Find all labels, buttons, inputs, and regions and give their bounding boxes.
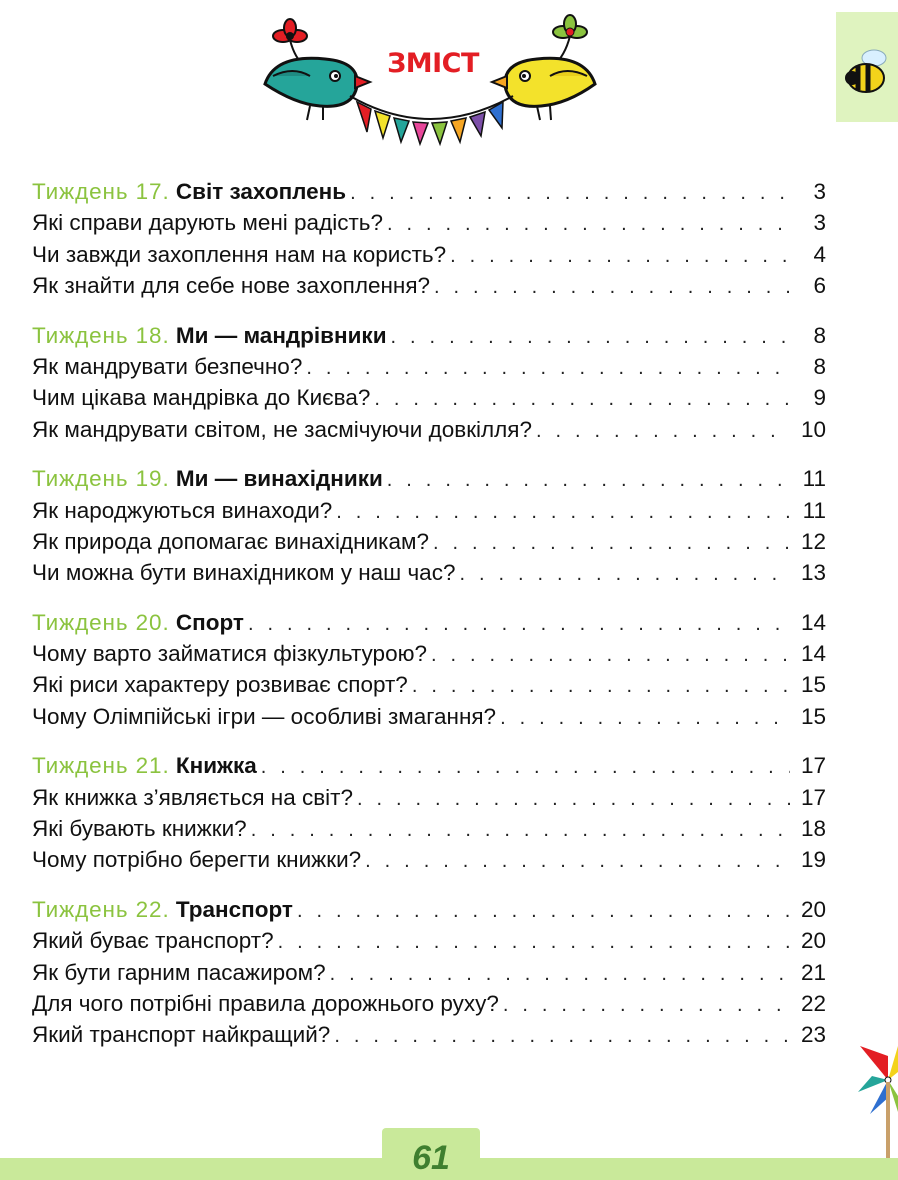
toc-week-heading-row[interactable] [32, 320, 826, 351]
page-ref: 8 [813, 322, 826, 348]
toc-entry[interactable] [32, 844, 826, 875]
toc-week-heading-row[interactable] [32, 607, 826, 638]
week-title: Ми — винахідники [175, 466, 383, 492]
week-label: Тиждень 17. [32, 179, 170, 204]
entry-title: Який транспорт найкращий? [32, 1022, 331, 1048]
dot-leader [278, 927, 790, 958]
toc-week-heading-row[interactable] [32, 750, 826, 781]
toc-section [32, 176, 826, 302]
dot-leader [431, 640, 790, 671]
toc-entry[interactable] [32, 925, 826, 956]
dot-leader [500, 703, 790, 734]
dot-leader [412, 671, 790, 702]
dot-leader [336, 497, 790, 528]
toc-entry[interactable] [32, 270, 826, 301]
dot-leader [330, 959, 790, 990]
toc-entry[interactable] [32, 526, 826, 557]
page-ref: 11 [802, 466, 826, 492]
page-ref: 11 [802, 497, 826, 523]
toc-entry[interactable] [32, 207, 826, 238]
entry-title: Чи завжди захоплення нам на користь? [32, 241, 447, 267]
table-of-contents [32, 176, 826, 1069]
page-ref: 3 [813, 179, 826, 204]
toc-section [32, 320, 826, 446]
entry-title: Які бувають книжки? [32, 816, 247, 842]
page-ref: 18 [800, 816, 826, 842]
left-bird-icon [265, 58, 370, 120]
dot-leader [387, 209, 790, 240]
page-title: ЗМІСТ [387, 48, 479, 79]
dot-leader [365, 846, 790, 877]
week-title: Ми — мандрівники [175, 322, 387, 348]
bunting-flags-icon [357, 102, 503, 144]
bee-icon [836, 12, 898, 122]
dot-leader [536, 416, 790, 447]
dot-leader [434, 272, 790, 303]
week-label: Тиждень 22. [32, 896, 170, 922]
toc-entry[interactable] [32, 638, 826, 669]
page-ref: 23 [800, 1022, 826, 1048]
page-ref: 20 [800, 928, 826, 954]
page-ref: 15 [800, 703, 826, 729]
toc-entry[interactable] [32, 813, 826, 844]
toc-entry[interactable] [32, 782, 826, 813]
dot-leader [387, 465, 790, 496]
page-ref: 14 [800, 641, 826, 667]
toc-entry[interactable] [32, 557, 826, 588]
dot-leader [503, 990, 790, 1021]
page-ref: 6 [813, 273, 826, 299]
week-label: Тиждень 21. [32, 753, 170, 779]
week-label: Тиждень 20. [32, 609, 170, 635]
dot-leader [374, 384, 790, 415]
page-ref: 10 [800, 416, 826, 442]
page-ref: 17 [800, 784, 826, 810]
entry-title: Як природа допомагає винахідникам? [32, 528, 429, 554]
page-ref: 8 [813, 353, 826, 379]
page-ref: 17 [800, 753, 826, 779]
dot-leader [357, 784, 790, 815]
entry-title: Які риси характеру розвиває спорт? [32, 672, 408, 698]
dot-leader [251, 815, 790, 846]
toc-week-heading-row[interactable] [32, 463, 826, 494]
entry-title: Як бути гарним пасажиром? [32, 959, 326, 985]
entry-title: Як мандрувати безпечно? [32, 353, 303, 379]
toc-section [32, 750, 826, 876]
page-number: 61 [412, 1139, 450, 1177]
toc-entry[interactable] [32, 669, 826, 700]
entry-title: Як мандрувати світом, не засмічуючи довкілля? [32, 416, 532, 442]
page-ref: 4 [813, 241, 826, 267]
week-title: Транспорт [175, 896, 293, 922]
dot-leader [261, 752, 790, 783]
toc-entry[interactable] [32, 382, 826, 413]
dot-leader [459, 559, 790, 590]
page-ref: 15 [800, 672, 826, 698]
toc-entry[interactable] [32, 351, 826, 382]
page-ref: 12 [800, 528, 826, 554]
page-ref: 19 [800, 847, 826, 873]
entry-title: Для чого потрібні правила дорожнього руху? [32, 990, 499, 1016]
toc-week-heading-row[interactable] [32, 176, 826, 207]
page-ref: 14 [800, 609, 826, 635]
toc-entry[interactable] [32, 414, 826, 445]
header-birds-bunting [255, 14, 605, 154]
dot-leader [248, 609, 790, 640]
toc-entry[interactable] [32, 1019, 826, 1050]
dot-leader [306, 353, 790, 384]
toc-entry[interactable] [32, 988, 826, 1019]
dot-leader [433, 528, 790, 559]
dot-leader [297, 896, 790, 927]
entry-title: Чому потрібно берегти книжки? [32, 847, 362, 873]
page-ref: 9 [813, 385, 826, 411]
toc-section [32, 607, 826, 733]
entry-title: Як народжуються винаходи? [32, 497, 333, 523]
entry-title: Як знайти для себе нове захоплення? [32, 273, 431, 299]
pinwheel-icon [850, 1036, 898, 1160]
page-ref: 22 [800, 990, 826, 1016]
toc-entry[interactable] [32, 495, 826, 526]
week-title: Спорт [175, 609, 244, 635]
dot-leader [350, 178, 790, 209]
entry-title: Як книжка з’являється на світ? [32, 784, 353, 810]
right-bird-icon [492, 58, 595, 120]
dot-leader [450, 241, 790, 272]
page-ref: 13 [800, 560, 826, 586]
week-title: Світ захоплень [175, 179, 347, 204]
dot-leader [391, 322, 790, 353]
week-title: Книжка [175, 753, 257, 779]
dot-leader [334, 1021, 790, 1052]
toc-entry[interactable] [32, 957, 826, 988]
week-label: Тиждень 18. [32, 322, 170, 348]
entry-title: Які справи дарують мені радість? [32, 210, 383, 236]
entry-title: Чи можна бути винахідником у наш час? [32, 560, 456, 586]
entry-title: Чому Олімпійські ігри — особливі змагання? [32, 703, 497, 729]
page-ref: 20 [800, 896, 826, 922]
page-ref: 3 [813, 210, 826, 236]
entry-title: Чому варто займатися фізкультурою? [32, 641, 427, 667]
entry-title: Який буває транспорт? [32, 928, 274, 954]
toc-section [32, 894, 826, 1051]
entry-title: Чим цікава мандрівка до Києва? [32, 385, 371, 411]
toc-entry[interactable] [32, 701, 826, 732]
page-ref: 21 [800, 959, 826, 985]
week-label: Тиждень 19. [32, 466, 170, 492]
toc-entry[interactable] [32, 239, 826, 270]
toc-section [32, 463, 826, 589]
toc-week-heading-row[interactable] [32, 894, 826, 925]
